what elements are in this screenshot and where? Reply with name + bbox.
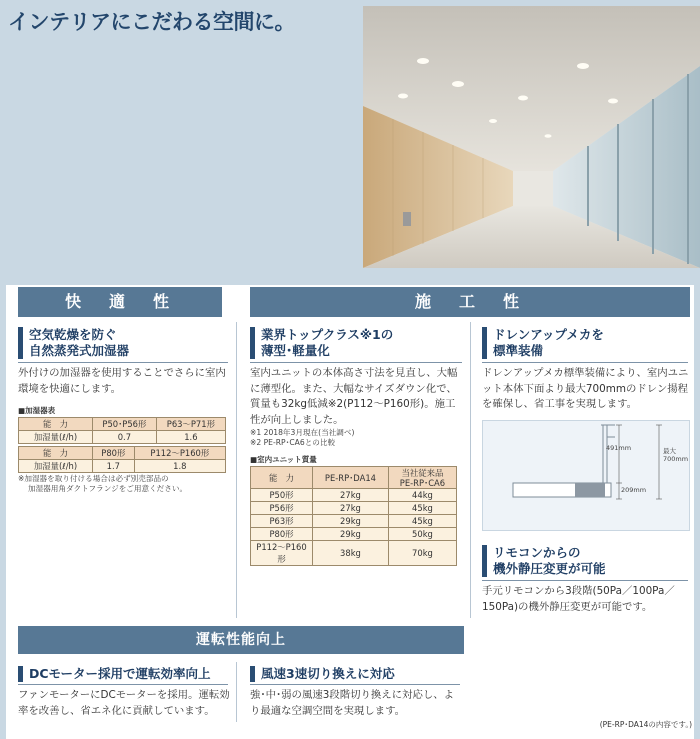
slim-heading: [250, 327, 393, 359]
heading-line: リモコンからの: [493, 545, 581, 560]
heading-line: 業界トップクラス※1の: [261, 327, 394, 342]
column-divider: [236, 322, 237, 618]
humidifier-table-1: [18, 417, 226, 444]
heading-rule: [250, 362, 462, 363]
dc-motor-body: ファンモーターにDCモーターを採用。運転効率を改善し、省エネ化に貢献しています。: [18, 689, 230, 717]
heading-rule: [482, 362, 688, 363]
drain-body: ドレンアップメカ標準装備により、室内ユニット本体下面より最大700mmのドレン揚程を確保し、省工事を実現します。: [482, 367, 689, 410]
slim-notes: [250, 428, 354, 448]
dim-upper: 491mm: [606, 444, 632, 452]
heading-line: 自然蒸発式加湿器: [29, 343, 130, 358]
note-line: ※2 PE-RP･CA6との比較: [250, 438, 336, 447]
table-caption: ■室内ユニット質量: [250, 455, 317, 464]
page-title: インテリアにこだわる空間に。: [8, 10, 295, 34]
remote-body: 手元リモコンから3段階(50Pa／100Pa／150Pa)の機外静圧変更が可能です。: [482, 585, 675, 613]
table-header: PE-RP･DA14: [313, 467, 389, 489]
unit-weight-table: [250, 466, 457, 566]
note-line: 加湿器用角ダクトフランジをご用意ください。: [28, 484, 188, 493]
humidifier-body: 外付けの加湿器を使用することでさらに室内環境を快適にします。: [18, 367, 226, 395]
slim-body: 室内ユニットの本体高さ寸法を見直し、大幅に薄型化。また、大幅なサイズダウン化で、質量も32kg低減※2(P112～P160形)。施工性が向上しました。: [250, 367, 458, 426]
interior-photo: [363, 6, 700, 268]
note-line: ※加湿器を取り付ける場合は必ず別売部品の: [18, 474, 169, 483]
heading-line: 標準装備: [493, 343, 544, 358]
table-cell: 1.6: [156, 431, 225, 444]
table-cell: P112～P160形: [251, 541, 313, 566]
table-cell: P50形: [251, 489, 313, 502]
header-line: 当社従来品: [401, 467, 444, 478]
fan-speed-heading: 風速3速切り換えに対応: [250, 666, 395, 682]
heading-rule: [18, 684, 228, 685]
heading-line: 薄型･軽量化: [261, 343, 330, 358]
table-cell: P63～P71形: [156, 418, 225, 431]
note-line: ※1 2018年3月現在(当社調べ): [250, 428, 355, 437]
heading-line: 空気乾燥を防ぐ: [29, 327, 117, 342]
table-header: [388, 467, 456, 489]
table-cell: 45kg: [388, 502, 456, 515]
table-cell: 70kg: [388, 541, 456, 566]
column-divider: [470, 322, 471, 618]
dim-lower: 209mm: [621, 486, 647, 494]
table-cell: 27kg: [313, 502, 389, 515]
header-line: PE-RP･CA6: [399, 477, 446, 488]
table-cell: 29kg: [313, 515, 389, 528]
table-cell: P80形: [251, 528, 313, 541]
heading-line: 機外静圧変更が可能: [493, 561, 606, 576]
humidifier-heading: [18, 327, 129, 359]
dim-max-value: 700mm: [663, 455, 689, 463]
drain-heading: [482, 327, 604, 359]
table-cell: 1.7: [93, 460, 135, 473]
humidifier-note: [18, 474, 232, 494]
table-cell: 能 力: [19, 418, 93, 431]
table-cell: P112～P160形: [134, 447, 225, 460]
section-construction: 施 工 性: [250, 287, 690, 317]
section-comfort: 快 適 性: [18, 287, 222, 317]
table-cell: 38kg: [313, 541, 389, 566]
table-caption: ■加湿器表: [18, 406, 56, 415]
table-cell: P56形: [251, 502, 313, 515]
table-header: 能 力: [251, 467, 313, 489]
heading-line: ドレンアップメカを: [493, 327, 604, 342]
humidifier-table-2: [18, 446, 226, 473]
drain-diagram: [482, 420, 690, 531]
dc-motor-heading: DCモーター採用で運転効率向上: [18, 666, 211, 682]
table-cell: 加湿量(ℓ/h): [19, 431, 93, 444]
table-cell: 44kg: [388, 489, 456, 502]
remote-heading: [482, 545, 606, 577]
table-cell: P50･P56形: [93, 418, 157, 431]
fan-speed-body: 強･中･弱の風速3段階切り換えに対応し、より最適な空調空間を実現します。: [250, 689, 455, 717]
footnote: (PE-RP･DA14の内容です。): [599, 720, 692, 729]
table-cell: 29kg: [313, 528, 389, 541]
table-cell: 45kg: [388, 515, 456, 528]
table-cell: 加湿量(ℓ/h): [19, 460, 93, 473]
table-cell: 50kg: [388, 528, 456, 541]
heading-rule: [250, 684, 460, 685]
table-cell: P80形: [93, 447, 135, 460]
table-cell: 0.7: [93, 431, 157, 444]
heading-rule: [482, 580, 688, 581]
table-cell: 27kg: [313, 489, 389, 502]
dim-max: [663, 447, 688, 463]
table-cell: 能 力: [19, 447, 93, 460]
column-divider: [236, 662, 237, 722]
dim-max-label: 最大: [663, 447, 676, 455]
table-cell: P63形: [251, 515, 313, 528]
table-cell: 1.8: [134, 460, 225, 473]
section-performance: 運転性能向上: [18, 626, 464, 654]
heading-rule: [18, 362, 228, 363]
